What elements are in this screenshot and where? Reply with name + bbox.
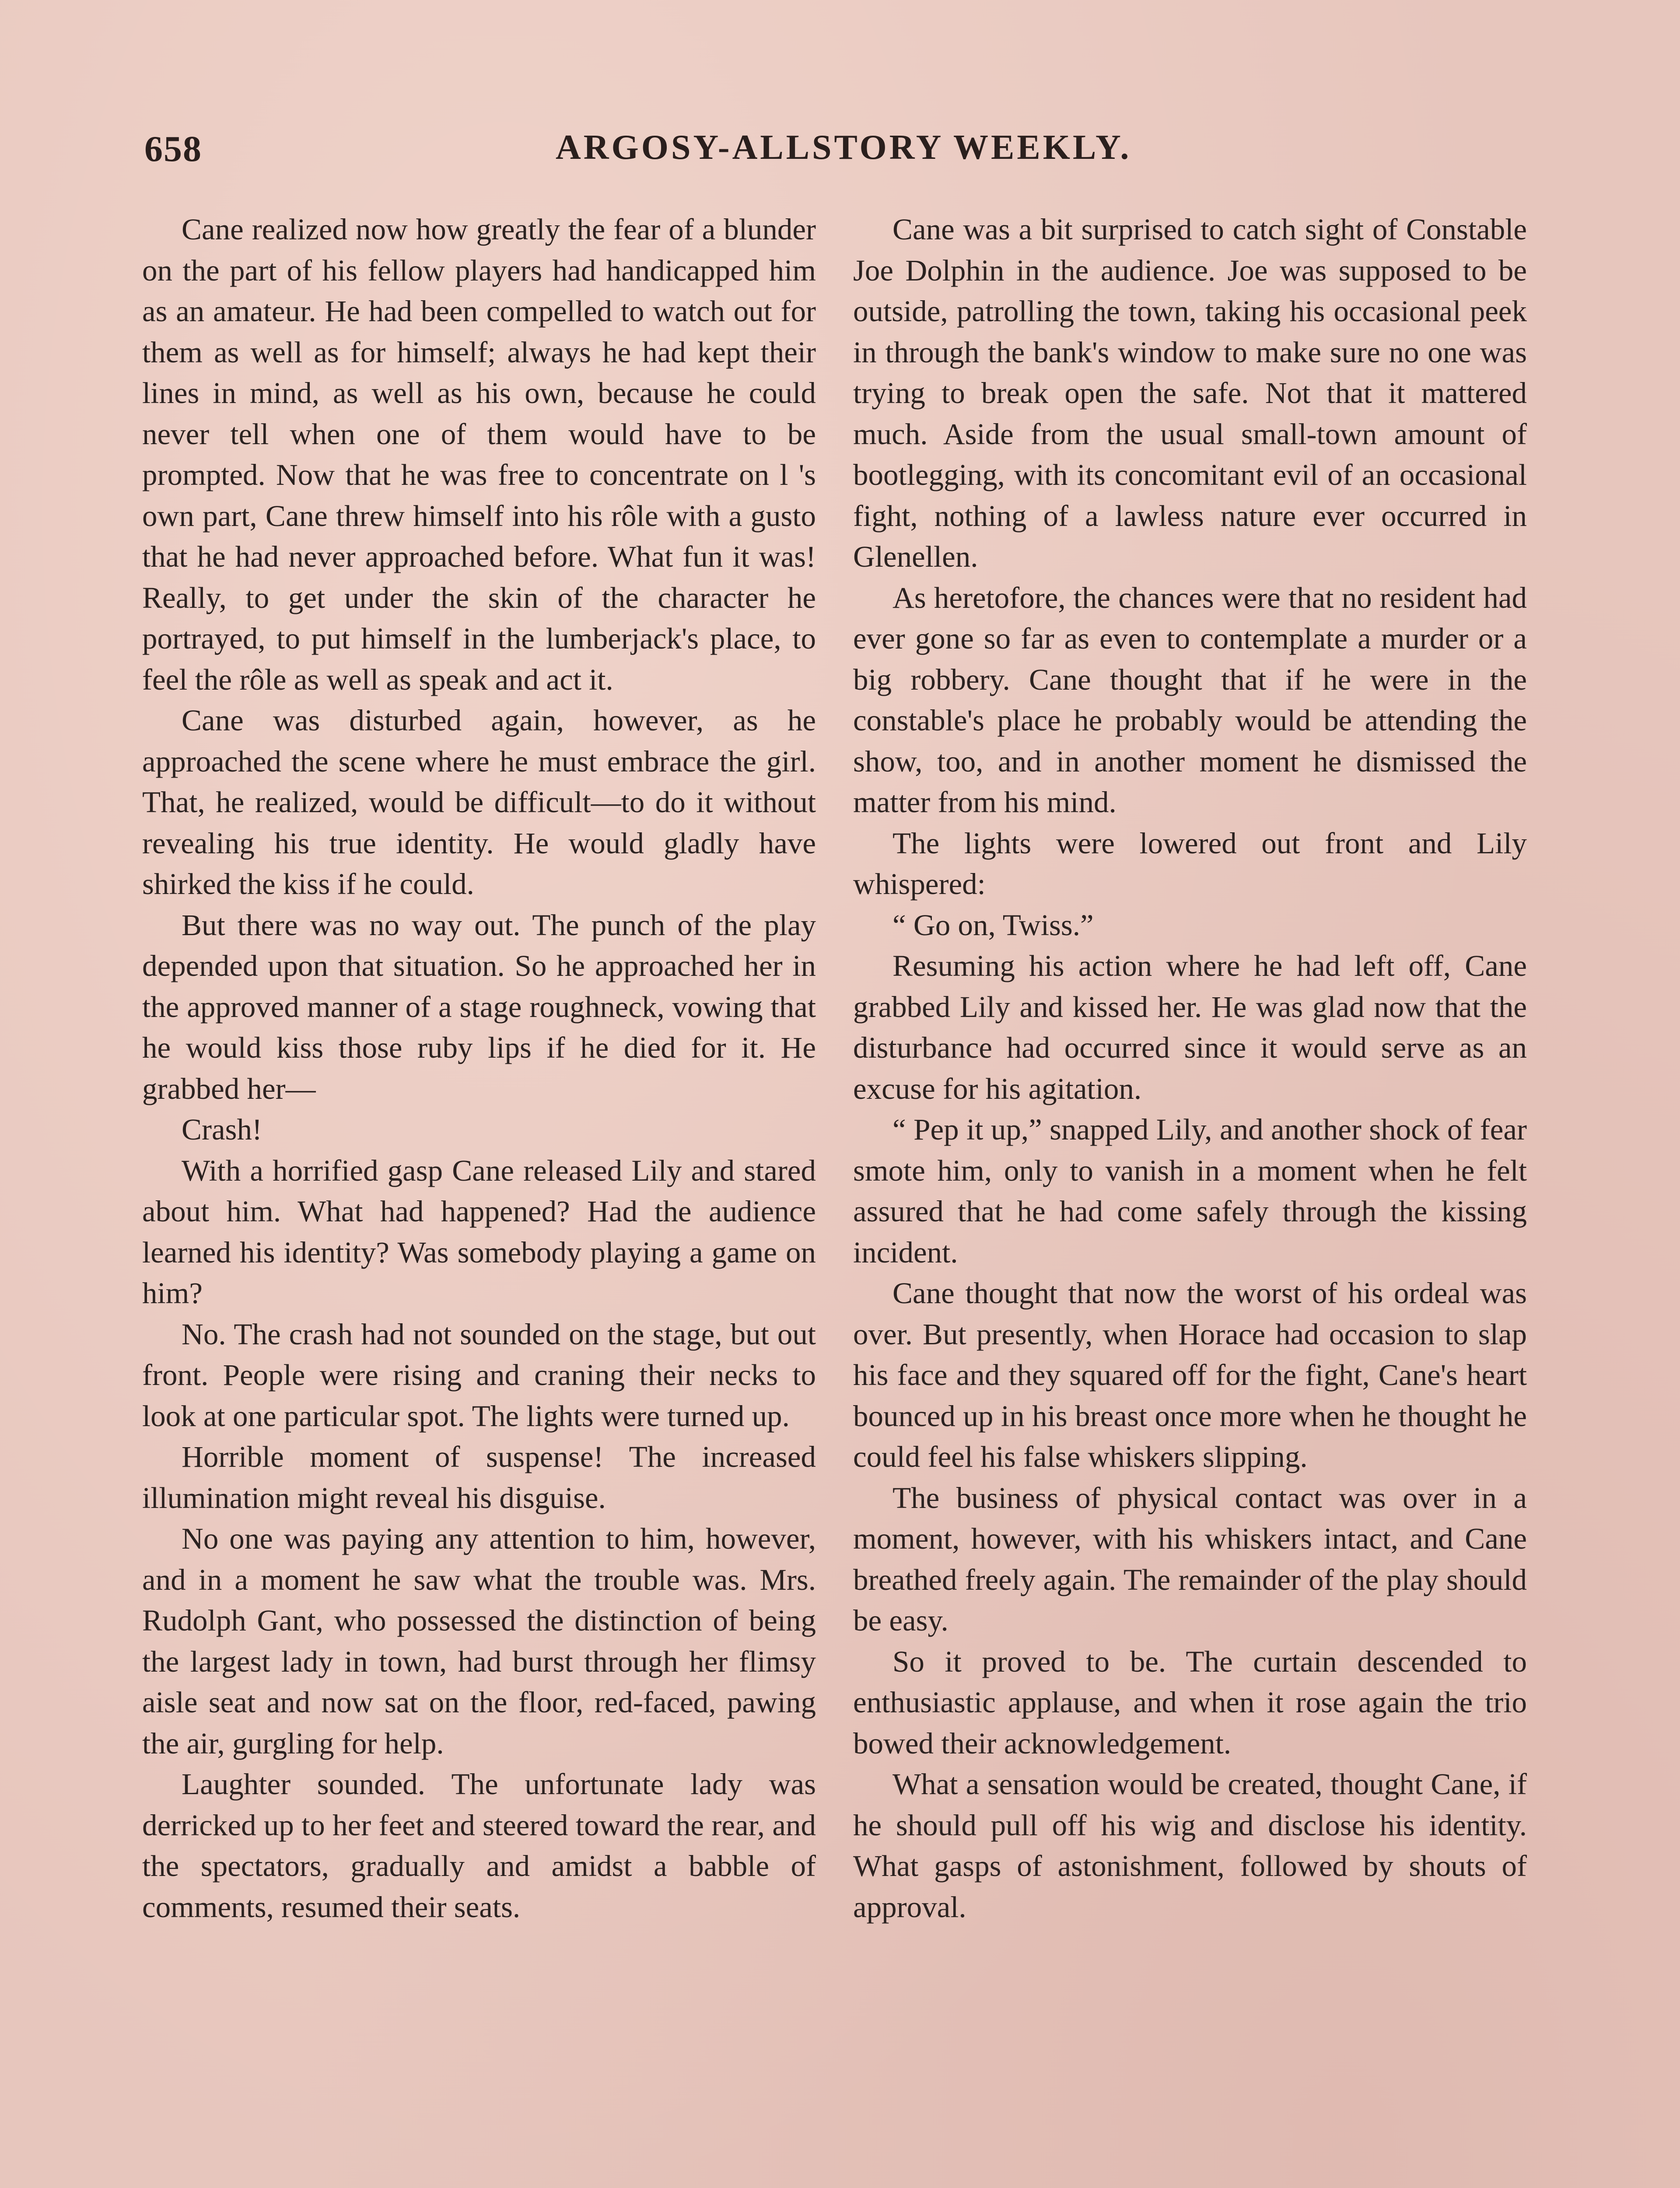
paragraph: Cane was disturbed again, however, as he approached the scene where he must embrace the girl. That, he realized, would be difficult—to do it without revealing his true identity. He would gladly have shirked the kiss if he could. (142, 704, 816, 901)
paragraph: Crash! (182, 1113, 262, 1146)
paragraph: No. The crash had not sounded on the stage, but out front. People were rising and craning their necks to look at one particular spot. The lights were turned up. (142, 1317, 816, 1433)
paragraph: “ Go on, Twiss.” (892, 908, 1094, 942)
running-head: ARGOSY-ALLSTORY WEEKLY. (556, 128, 1132, 167)
paragraph: The business of physical contact was over in a moment, however, with his whiskers intact, and Cane breathed freely again. The remainder of the play should be easy. (853, 1481, 1527, 1637)
paragraph: As heretofore, the chances were that no resident had ever gone so far as even to contemplate a murder or a big robbery. Cane thought that if he were in the constable's place he probably would be attending the show, too, and in another moment he dismissed the matter from his mind. (853, 581, 1527, 819)
right-column (853, 209, 1527, 1928)
paragraph: Laughter sounded. The unfortunate lady was derricked up to her feet and steered toward the rear, and the spectators, gradually and amidst a babble of comments, resumed their seats. (142, 1767, 816, 1924)
paragraph: No one was paying any attention to him, however, and in a moment he saw what the trouble was. Mrs. Rudolph Gant, who possessed the distinction of being the largest lady in town, had burst through her flimsy aisle seat and now sat on the floor, red-faced, pawing the air, gurgling for help. (142, 1522, 816, 1760)
paragraph: Horrible moment of suspense! The increased illumination might reveal his disguise. (142, 1440, 816, 1515)
paragraph: “ Pep it up,” snapped Lily, and another shock of fear smote him, only to vanish in a moment when he felt assured that he had come safely through the kissing incident. (853, 1113, 1527, 1269)
paragraph: Cane thought that now the worst of his ordeal was over. But presently, when Horace had occasion to slap his face and they squared off for the fight, Cane's heart bounced up in his breast once more when he thought he could feel his false whiskers slipping. (853, 1276, 1527, 1473)
paragraph: With a horrified gasp Cane released Lily and stared about him. What had happened? Had the audience learned his identity? Was somebody playing a game on him? (142, 1154, 816, 1310)
paragraph: But there was no way out. The punch of the play depended upon that situation. So he approached her in the approved manner of a stage roughneck, vowing that he would kiss those ruby lips if he died for it. He grabbed her— (142, 908, 816, 1105)
paragraph: The lights were lowered out front and Lily whispered: (853, 826, 1527, 901)
left-column (142, 209, 816, 1928)
paragraph: Cane realized now how greatly the fear of a blunder on the part of his fellow players had handicapped him as an amateur. He had been compelled to watch out for them as well as for himself; always he had kept their lines in mind, as well as his own, because he could never tell when one of them would have to be prompted. Now that he was free to concentrate on l 's own part, Cane threw himself into his rôle with a gusto that he had never approached before. What fun it was! Really, to get under the skin of the character he portrayed, to put himself in the lumberjack's place, to feel the rôle as well as speak and act it. (142, 213, 816, 696)
page-number: 658 (144, 129, 202, 169)
page-header (144, 128, 1527, 176)
paragraph: So it proved to be. The curtain descended to enthusiastic applause, and when it rose again the trio bowed their acknowledgement. (853, 1645, 1527, 1760)
paragraph: What a sensation would be created, thought Cane, if he should pull off his wig and disclose his identity. What gasps of astonishment, followed by shouts of approval. (853, 1767, 1527, 1924)
paragraph: Resuming his action where he had left off, Cane grabbed Lily and kissed her. He was glad now that the disturbance had occurred since it would serve as an excuse for his agitation. (853, 949, 1527, 1105)
paragraph: Cane was a bit surprised to catch sight of Constable Joe Dolphin in the audience. Joe was supposed to be outside, patrolling the town, taking his occasional peek in through the bank's window to make sure no one was trying to break open the safe. Not that it mattered much. Aside from the usual small-town amount of bootlegging, with its concomitant evil of an occasional fight, nothing of a lawless nature ever occurred in Glenellen. (853, 213, 1527, 573)
